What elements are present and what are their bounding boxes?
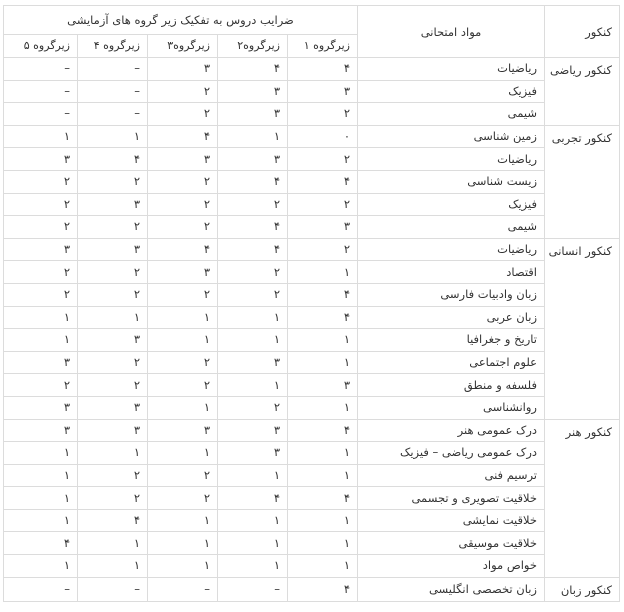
coefficient-cell-subgroup-5: ۲ <box>3 193 77 216</box>
coefficient-cell-subgroup-2: ۲ <box>218 396 288 419</box>
coefficient-cell-subgroup-4: ۳ <box>78 419 148 442</box>
coefficient-cell-subgroup-4: ۱ <box>78 442 148 465</box>
coefficient-cell-subgroup-1: ۱ <box>288 442 358 465</box>
coefficient-cell-subgroup-3: ۲ <box>148 374 218 397</box>
subject-cell: زبان وادبیات فارسی <box>358 283 545 306</box>
coefficient-cell-subgroup-1: ۴ <box>288 283 358 306</box>
coefficient-cell-subgroup-5: ۱ <box>3 509 77 532</box>
coefficient-cell-subgroup-2: ۱ <box>218 555 288 578</box>
coefficient-cell-subgroup-5: – <box>3 80 77 103</box>
coefficient-cell-subgroup-5: ۳ <box>3 148 77 171</box>
coefficient-cell-subgroup-2: ۱ <box>218 509 288 532</box>
coefficient-cell-subgroup-1: ۳ <box>288 80 358 103</box>
coefficient-cell-subgroup-3: ۱ <box>148 329 218 352</box>
coefficient-cell-subgroup-4: ۴ <box>78 148 148 171</box>
coefficient-cell-subgroup-2: ۱ <box>218 125 288 148</box>
coefficient-cell-subgroup-3: ۲ <box>148 80 218 103</box>
coefficient-cell-subgroup-2: ۲ <box>218 261 288 284</box>
table-row <box>3 58 619 81</box>
coefficient-cell-subgroup-3: ۳ <box>148 148 218 171</box>
coefficient-cell-subgroup-2: ۱ <box>218 306 288 329</box>
coefficients-table-wrapper <box>4 5 620 602</box>
coefficient-cell-subgroup-4: ۲ <box>78 487 148 510</box>
coefficient-cell-subgroup-2: ۲ <box>218 193 288 216</box>
subject-cell: فیزیک <box>358 193 545 216</box>
subject-cell: ریاضیات <box>358 58 545 81</box>
coefficient-cell-subgroup-4: – <box>78 58 148 81</box>
table-row <box>3 509 619 532</box>
subgroup-1-header: زیرگروه ۱ <box>288 35 358 58</box>
subject-cell: زیست شناسی <box>358 170 545 193</box>
table-row <box>3 464 619 487</box>
coefficient-cell-subgroup-2: ۳ <box>218 351 288 374</box>
subject-cell: خلاقیت نمایشی <box>358 509 545 532</box>
subject-cell: روانشناسی <box>358 396 545 419</box>
coefficient-cell-subgroup-1: ۴ <box>288 577 358 602</box>
coefficient-cell-subgroup-5: ۲ <box>3 216 77 239</box>
coefficient-cell-subgroup-4: ۱ <box>78 306 148 329</box>
table-row <box>3 351 619 374</box>
coefficient-cell-subgroup-1: ۱ <box>288 396 358 419</box>
konkur-name-cell: کنکور هنر <box>545 419 620 577</box>
coefficient-cell-subgroup-5: ۴ <box>3 532 77 555</box>
coefficient-cell-subgroup-1: ۱ <box>288 329 358 352</box>
table-row <box>3 555 619 578</box>
coefficient-cell-subgroup-2: ۳ <box>218 419 288 442</box>
coefficient-cell-subgroup-4: ۱ <box>78 555 148 578</box>
coefficient-cell-subgroup-5: ۲ <box>3 374 77 397</box>
coefficient-cell-subgroup-1: ۲ <box>288 193 358 216</box>
coefficient-cell-subgroup-3: ۲ <box>148 170 218 193</box>
coefficient-cell-subgroup-5: ۱ <box>3 464 77 487</box>
coefficient-cell-subgroup-3: ۲ <box>148 351 218 374</box>
konkur-name-cell: کنکور زبان <box>545 577 620 602</box>
table-row <box>3 532 619 555</box>
coefficient-cell-subgroup-2: ۴ <box>218 58 288 81</box>
subject-cell: درک عمومی هنر <box>358 419 545 442</box>
coefficient-cell-subgroup-1: ۱ <box>288 261 358 284</box>
subject-cell: زبان تخصصی انگلیسی <box>358 577 545 602</box>
coefficient-cell-subgroup-1: ۲ <box>288 103 358 126</box>
table-row <box>3 577 619 602</box>
coefficient-cell-subgroup-3: ۳ <box>148 261 218 284</box>
konkur-name-cell: کنکور ریاضی <box>545 58 620 126</box>
coefficient-cell-subgroup-2: – <box>218 577 288 602</box>
table-row <box>3 216 619 239</box>
konkur-name-cell: کنکور انسانی <box>545 238 620 419</box>
coefficient-cell-subgroup-1: ۱ <box>288 555 358 578</box>
coefficient-cell-subgroup-1: ۴ <box>288 487 358 510</box>
subject-cell: فلسفه و منطق <box>358 374 545 397</box>
coefficient-cell-subgroup-1: ۴ <box>288 419 358 442</box>
table-row <box>3 283 619 306</box>
coefficient-cell-subgroup-2: ۲ <box>218 283 288 306</box>
table-row <box>3 374 619 397</box>
subgroup-3-header: زیرگروه۳ <box>148 35 218 58</box>
coefficient-cell-subgroup-1: ۲ <box>288 238 358 261</box>
coefficient-cell-subgroup-5: – <box>3 58 77 81</box>
coefficient-cell-subgroup-4: ۳ <box>78 193 148 216</box>
coefficient-cell-subgroup-3: ۴ <box>148 125 218 148</box>
table-row <box>3 261 619 284</box>
coefficient-cell-subgroup-3: ۲ <box>148 193 218 216</box>
coefficient-cell-subgroup-3: ۱ <box>148 532 218 555</box>
table-row <box>3 103 619 126</box>
coefficient-cell-subgroup-4: ۲ <box>78 170 148 193</box>
coefficient-cell-subgroup-4: ۲ <box>78 283 148 306</box>
subject-cell: فیزیک <box>358 80 545 103</box>
coefficient-cell-subgroup-4: ۳ <box>78 238 148 261</box>
coefficient-cell-subgroup-1: ۱ <box>288 351 358 374</box>
coefficient-cell-subgroup-4: ۲ <box>78 351 148 374</box>
coefficient-cell-subgroup-2: ۱ <box>218 464 288 487</box>
coefficient-cell-subgroup-3: – <box>148 577 218 602</box>
coefficient-cell-subgroup-1: ۴ <box>288 58 358 81</box>
coefficient-cell-subgroup-2: ۴ <box>218 170 288 193</box>
coefficient-cell-subgroup-1: ۱ <box>288 532 358 555</box>
coefficient-cell-subgroup-3: ۴ <box>148 238 218 261</box>
coefficients-table <box>3 5 620 602</box>
coefficient-cell-subgroup-5: ۱ <box>3 487 77 510</box>
coefficient-cell-subgroup-4: ۱ <box>78 125 148 148</box>
coefficient-cell-subgroup-3: ۲ <box>148 103 218 126</box>
subject-cell: ریاضیات <box>358 148 545 171</box>
subject-cell: ریاضیات <box>358 238 545 261</box>
coefficient-cell-subgroup-1: ۱ <box>288 464 358 487</box>
coefficient-cell-subgroup-5: – <box>3 577 77 602</box>
subject-cell: ترسیم فنی <box>358 464 545 487</box>
table-row <box>3 442 619 465</box>
coefficient-cell-subgroup-4: – <box>78 80 148 103</box>
coefficient-cell-subgroup-5: ۱ <box>3 329 77 352</box>
coefficient-cell-subgroup-1: ۰ <box>288 125 358 148</box>
table-header <box>3 6 619 58</box>
coefficient-cell-subgroup-1: ۳ <box>288 216 358 239</box>
coefficient-cell-subgroup-3: ۲ <box>148 464 218 487</box>
coefficient-cell-subgroup-5: ۲ <box>3 261 77 284</box>
coefficient-cell-subgroup-3: ۲ <box>148 283 218 306</box>
coefficient-cell-subgroup-2: ۴ <box>218 238 288 261</box>
coefficient-cell-subgroup-5: ۱ <box>3 442 77 465</box>
coefficient-cell-subgroup-5: ۳ <box>3 419 77 442</box>
coefficient-cell-subgroup-1: ۴ <box>288 170 358 193</box>
coefficient-cell-subgroup-5: ۱ <box>3 306 77 329</box>
coefficient-cell-subgroup-4: ۲ <box>78 216 148 239</box>
coefficient-cell-subgroup-1: ۴ <box>288 306 358 329</box>
subject-cell: خلاقیت تصویری و تجسمی <box>358 487 545 510</box>
coefficient-cell-subgroup-1: ۲ <box>288 148 358 171</box>
coefficient-cell-subgroup-3: ۱ <box>148 442 218 465</box>
coefficient-cell-subgroup-2: ۳ <box>218 148 288 171</box>
coefficient-cell-subgroup-4: ۳ <box>78 396 148 419</box>
table-row <box>3 193 619 216</box>
coefficient-cell-subgroup-5: ۲ <box>3 283 77 306</box>
subgroup-5-header: زیرگروه ۵ <box>3 35 77 58</box>
coefficient-cell-subgroup-1: ۳ <box>288 374 358 397</box>
coefficient-cell-subgroup-2: ۳ <box>218 442 288 465</box>
subject-cell: علوم اجتماعی <box>358 351 545 374</box>
konkur-name-cell: کنکور تجربی <box>545 125 620 238</box>
coefficient-cell-subgroup-4: ۳ <box>78 329 148 352</box>
subgroup-4-header: زیرگروه ۴ <box>78 35 148 58</box>
table-row <box>3 125 619 148</box>
table-row <box>3 487 619 510</box>
coefficient-cell-subgroup-1: ۱ <box>288 509 358 532</box>
coefficient-cell-subgroup-2: ۴ <box>218 487 288 510</box>
table-row <box>3 419 619 442</box>
coefficient-cell-subgroup-4: ۴ <box>78 509 148 532</box>
table-row <box>3 80 619 103</box>
coefficient-cell-subgroup-2: ۱ <box>218 532 288 555</box>
coefficient-cell-subgroup-3: ۲ <box>148 487 218 510</box>
coefficient-cell-subgroup-4: – <box>78 577 148 602</box>
coefficient-cell-subgroup-4: – <box>78 103 148 126</box>
coefficient-cell-subgroup-5: ۳ <box>3 396 77 419</box>
coefficient-cell-subgroup-4: ۲ <box>78 374 148 397</box>
subject-cell: خواص مواد <box>358 555 545 578</box>
coefficients-title-header: ضرایب دروس به تفکیک زیر گروه های آزمایشی <box>3 6 357 35</box>
subgroup-2-header: زیرگروه۲ <box>218 35 288 58</box>
coefficient-cell-subgroup-2: ۳ <box>218 103 288 126</box>
table-row <box>3 148 619 171</box>
coefficient-cell-subgroup-3: ۲ <box>148 216 218 239</box>
coefficient-cell-subgroup-2: ۱ <box>218 374 288 397</box>
subjects-column-header: مواد امتحانی <box>358 6 545 58</box>
subject-cell: زبان عربی <box>358 306 545 329</box>
table-row <box>3 396 619 419</box>
coefficient-cell-subgroup-3: ۱ <box>148 396 218 419</box>
table-row <box>3 306 619 329</box>
coefficient-cell-subgroup-3: ۱ <box>148 509 218 532</box>
subject-cell: درک عمومی ریاضی – فیزیک <box>358 442 545 465</box>
coefficient-cell-subgroup-5: ۱ <box>3 555 77 578</box>
subject-cell: اقتصاد <box>358 261 545 284</box>
coefficient-cell-subgroup-5: ۱ <box>3 125 77 148</box>
table-row <box>3 238 619 261</box>
coefficient-cell-subgroup-3: ۳ <box>148 419 218 442</box>
table-body <box>3 58 619 602</box>
coefficient-cell-subgroup-3: ۱ <box>148 306 218 329</box>
coefficient-cell-subgroup-4: ۲ <box>78 261 148 284</box>
header-row-1 <box>3 6 619 35</box>
coefficient-cell-subgroup-2: ۱ <box>218 329 288 352</box>
coefficient-cell-subgroup-5: – <box>3 103 77 126</box>
subject-cell: شیمی <box>358 216 545 239</box>
coefficient-cell-subgroup-5: ۳ <box>3 351 77 374</box>
subject-cell: زمین شناسی <box>358 125 545 148</box>
coefficient-cell-subgroup-5: ۳ <box>3 238 77 261</box>
subject-cell: تاریخ و جغرافیا <box>358 329 545 352</box>
coefficient-cell-subgroup-3: ۳ <box>148 58 218 81</box>
konkur-column-header: کنکور <box>545 6 620 58</box>
coefficient-cell-subgroup-3: ۱ <box>148 555 218 578</box>
table-row <box>3 170 619 193</box>
coefficient-cell-subgroup-4: ۲ <box>78 464 148 487</box>
coefficient-cell-subgroup-2: ۳ <box>218 80 288 103</box>
subject-cell: خلاقیت موسیقی <box>358 532 545 555</box>
table-row <box>3 329 619 352</box>
coefficient-cell-subgroup-4: ۱ <box>78 532 148 555</box>
coefficient-cell-subgroup-2: ۴ <box>218 216 288 239</box>
subject-cell: شیمی <box>358 103 545 126</box>
coefficient-cell-subgroup-5: ۲ <box>3 170 77 193</box>
